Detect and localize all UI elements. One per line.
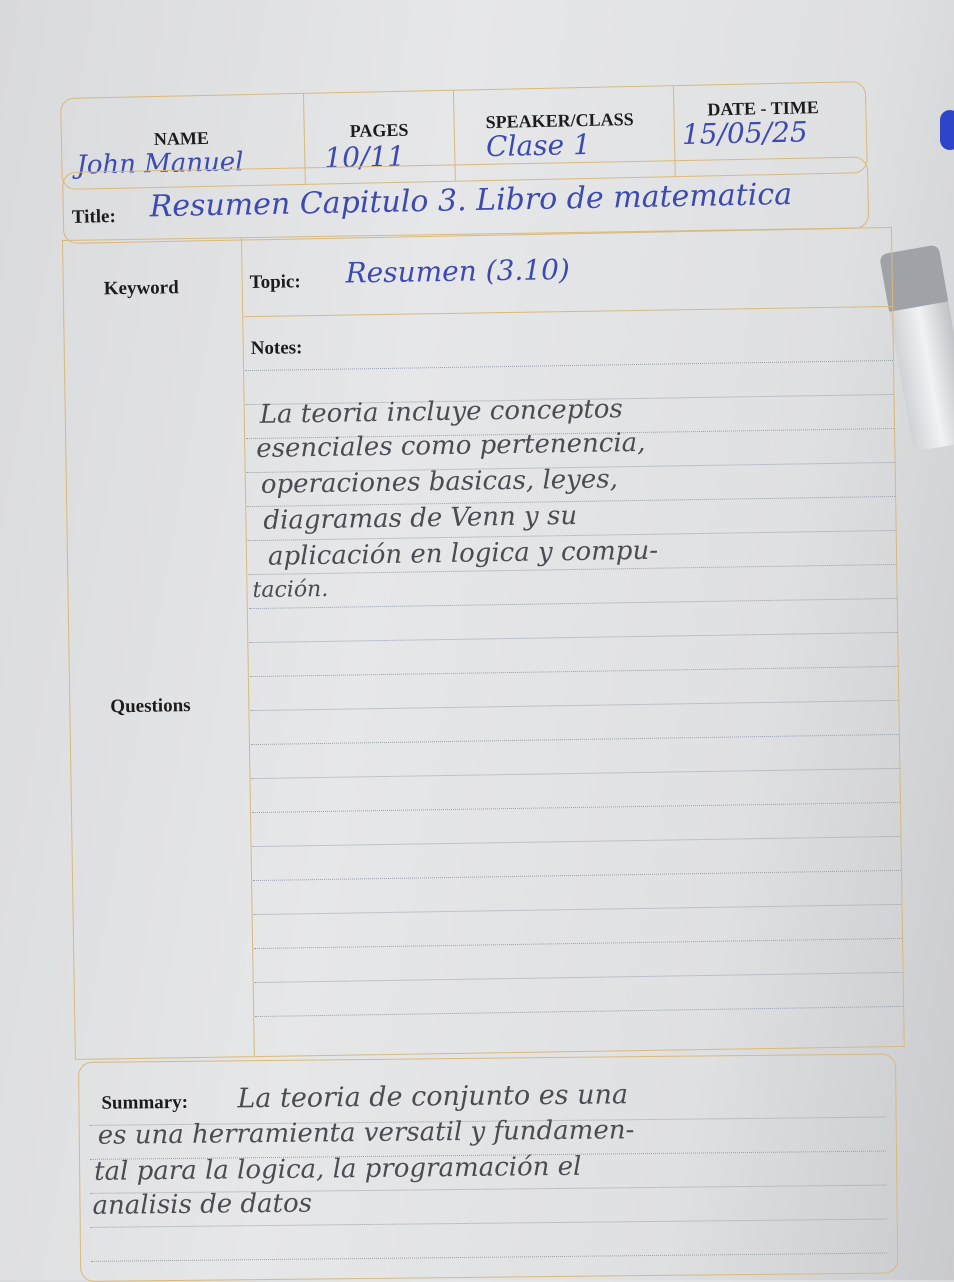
notes-line: tación.: [252, 576, 329, 604]
topic-label: Topic:: [249, 271, 301, 294]
notes-line: La teoria incluye conceptos: [259, 394, 624, 430]
rule: [251, 768, 899, 779]
notes-line: diagramas de Venn y su: [263, 500, 578, 536]
notes-line: esenciales como pertenencia,: [256, 427, 646, 464]
title-label: Title:: [71, 205, 117, 228]
pages-value: 10/11: [323, 139, 406, 175]
rule: [250, 666, 898, 677]
date-label: DATE - TIME: [707, 97, 819, 120]
notes-line: aplicación en logica y compu-: [267, 535, 659, 572]
rule: [255, 1006, 903, 1017]
summary-line: tal para la logica, la programación el: [93, 1151, 582, 1187]
title-value: Resumen Capitulo 3. Libro de matematica: [149, 176, 793, 225]
summary-label: Summary:: [101, 1091, 189, 1114]
rule: [253, 836, 901, 847]
keyword-label: Keyword: [103, 277, 179, 300]
rule: [255, 972, 903, 983]
name-label: NAME: [153, 127, 210, 150]
topic-value: Resumen (3.10): [345, 253, 571, 290]
summary-line: La teoria de conjunto es una: [237, 1079, 629, 1115]
rule: [249, 598, 897, 609]
speaker-label: SPEAKER/CLASS: [485, 108, 634, 133]
summary-line: analisis de datos: [92, 1188, 313, 1221]
rule: [245, 360, 893, 371]
rule: [91, 1219, 887, 1228]
rule: [250, 700, 898, 711]
pages-label: PAGES: [349, 119, 409, 141]
summary-box: [78, 1053, 898, 1282]
keyword-column-divider: [241, 238, 255, 1056]
rule: [252, 802, 900, 813]
rule: [251, 734, 899, 745]
questions-label: Questions: [110, 695, 191, 718]
rule: [254, 938, 902, 949]
speaker-value: Clase 1: [485, 127, 592, 164]
blue-pen-tip: [940, 110, 954, 150]
rule: [254, 904, 902, 915]
rule: [91, 1253, 887, 1262]
rule: [253, 870, 901, 881]
date-value: 15/05/25: [681, 115, 808, 151]
main-notes-box: [62, 227, 905, 1060]
rule: [249, 632, 897, 643]
topic-divider: [244, 306, 892, 317]
notes-label: Notes:: [250, 337, 303, 360]
name-value: John Manuel: [76, 147, 244, 181]
notes-line: operaciones basicas, leyes,: [260, 464, 619, 500]
summary-line: es una herramienta versatil y fundamen-: [97, 1115, 635, 1151]
